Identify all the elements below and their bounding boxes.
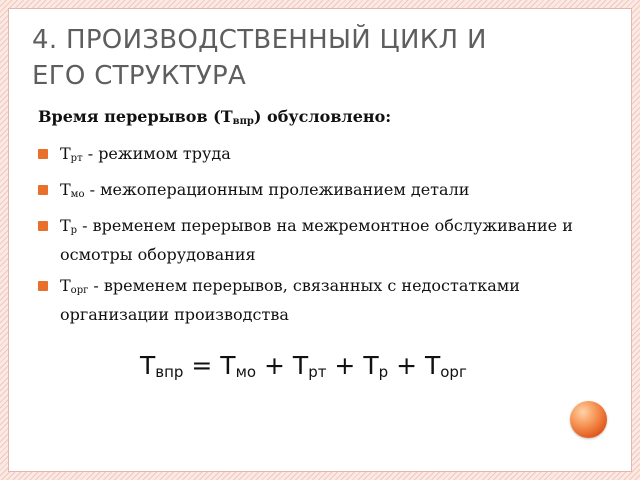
formula-subscript: рт	[308, 363, 327, 381]
formula-term: Т	[140, 351, 156, 380]
title-line-1: 4. ПРОИЗВОДСТВЕННЫЙ ЦИКЛ И	[32, 25, 487, 55]
formula	[140, 351, 560, 381]
item-symbol: Т	[60, 144, 71, 163]
formula-term: Т	[363, 351, 379, 380]
item-subscript: мо	[70, 189, 85, 200]
bullet-icon	[38, 185, 48, 195]
formula-term: Т	[220, 351, 236, 380]
item-subscript: орг	[70, 285, 89, 296]
formula-term: Т	[424, 351, 441, 380]
formula-operator: +	[388, 351, 425, 380]
item-subscript: рт	[70, 153, 83, 164]
formula-term: Т	[292, 351, 309, 380]
title-line-2: ЕГО СТРУКТУРА	[32, 61, 247, 91]
list-item	[38, 274, 598, 327]
item-text: - межоперационным пролеживанием детали	[84, 180, 470, 199]
intro-suffix: ) обусловлено:	[253, 107, 392, 126]
bullet-list	[38, 142, 598, 334]
formula-subscript: орг	[440, 363, 467, 381]
intro-text	[38, 107, 391, 127]
bullet-icon	[38, 281, 48, 291]
decorative-orb-icon	[570, 401, 607, 438]
item-symbol: Т	[60, 216, 71, 235]
intro-prefix: Время перерывов (Т	[38, 107, 233, 126]
item-subscript: р	[70, 225, 78, 236]
item-symbol: Т	[60, 180, 71, 199]
slide-title	[32, 22, 592, 94]
formula-subscript: впр	[155, 363, 184, 381]
list-item	[38, 142, 598, 171]
bullet-icon	[38, 221, 48, 231]
item-text: - режимом труда	[82, 144, 231, 163]
bullet-icon	[38, 149, 48, 159]
item-text: - временем перерывов, связанных с недостатками организации производства	[60, 276, 520, 324]
list-item	[38, 178, 598, 207]
list-item	[38, 214, 598, 267]
formula-operator: =	[183, 351, 221, 380]
formula-operator: +	[326, 351, 364, 380]
formula-operator: +	[256, 351, 293, 380]
intro-subscript: впр	[232, 116, 254, 127]
item-text: - временем перерывов на межремонтное обслуживание и осмотры оборудования	[60, 216, 573, 264]
formula-subscript: мо	[235, 363, 257, 381]
item-symbol: Т	[60, 276, 71, 295]
formula-subscript: р	[378, 363, 389, 381]
